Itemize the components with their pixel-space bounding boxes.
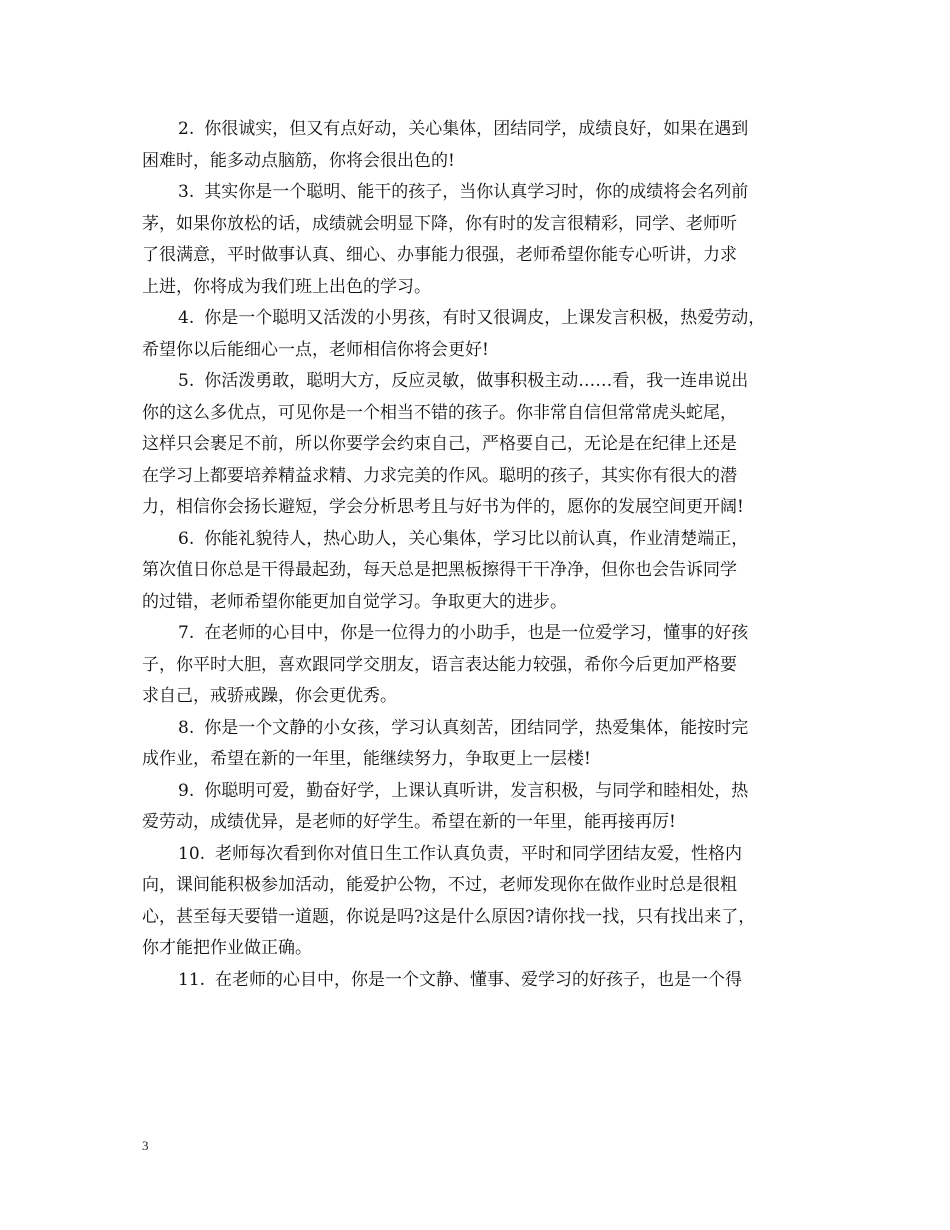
comment-paragraph-4 (142, 303, 822, 366)
paragraph-number: 9. (178, 780, 195, 801)
paragraph-text: 在老师的心目中，你是一位得力的小助手，也是一位爱学习，懂事的好孩 子，你平时大胆，喜欢跟同学交朋友，语言表达能力较强，希你今后更加严格要 求自己，戒骄戒躁，你会更优秀。 (142, 623, 749, 706)
comment-paragraph-7 (142, 618, 822, 713)
comment-paragraph-6 (142, 524, 822, 619)
paragraph-text: 你很诚实，但又有点好动，关心集体，团结同学，成绩良好，如果在遇到 困难时，能多动点脑筋，你将会很出色的! (142, 119, 749, 171)
paragraph-number: 3. (178, 182, 195, 202)
paragraph-number: 4. (178, 308, 195, 328)
paragraph-number: 10. (178, 843, 206, 864)
comment-paragraph-9 (142, 776, 822, 839)
paragraph-text: 在老师的心目中，你是一个文静、懂事、爱学习的好孩子，也是一个得 (215, 969, 743, 990)
page-number: 3 (142, 1138, 149, 1153)
comment-paragraph-2 (142, 114, 822, 177)
paragraph-text: 你是一个聪明又活泼的小男孩，有时又很调皮，上课发言积极，热爱劳动， 希望你以后能细心一点，老师相信你将会更好! (142, 308, 766, 360)
paragraph-text: 你能礼貌待人，热心助人，关心集体，学习比以前认真，作业清楚端正， 第次值日你总是干得最起劲，每天总是把黑板擦得干干净净，但你也会告诉同学 的过错，老师希望你能更加自觉学习。争取更大的进步。 (142, 528, 749, 612)
paragraph-text: 老师每次看到你对值日生工作认真负责，平时和同学团结友爱，性格内 向，课间能积极参加活动，能爱护公物，不过，老师发现你在做作业时总是很粗 心，甚至每天要错一道题，你说是吗?这是什么原因?请你找一找，只有找出来了， 你才能把作业做正确。 (142, 843, 756, 958)
paragraph-number: 8. (178, 717, 195, 738)
comment-paragraph-3 (142, 177, 822, 303)
paragraph-text: 你聪明可爱，勤奋好学，上课认真听讲，发言积极，与同学和睦相处，热 爱劳动，成绩优异，是老师的好学生。希望在新的一年里，能再接再厉! (142, 780, 749, 832)
comment-paragraph-8 (142, 713, 822, 776)
paragraph-text: 你是一个文静的小女孩，学习认真刻苦，团结同学，热爱集体，能按时完 成作业，希望在新的一年里，能继续努力，争取更上一层楼! (142, 717, 749, 769)
document-body (142, 114, 822, 996)
comment-paragraph-10 (142, 839, 822, 965)
paragraph-number: 7. (178, 623, 195, 643)
paragraph-number: 5. (178, 371, 195, 391)
paragraph-number: 6. (178, 528, 195, 549)
paragraph-text: 其实你是一个聪明、能干的孩子，当你认真学习时，你的成绩将会名列前 茅，如果你放松的话，成绩就会明显下降，你有时的发言很精彩，同学、老师听 了很满意，平时做事认真、细心、办事能力很强，老师希望你能专心听讲，力求 上进，你将成为我们班上出色的学习。 (142, 182, 749, 297)
paragraph-number: 2. (178, 119, 195, 139)
comment-paragraph-5 (142, 366, 822, 524)
comment-paragraph-11 (142, 965, 822, 997)
paragraph-text: 你活泼勇敢，聪明大方，反应灵敏，做事积极主动……看，我一连串说出 你的这么多优点，可见你是一个相当不错的孩子。你非常自信但常常虎头蛇尾， 这样只会裹足不前，所以你要学会约束自己，严格要自己，无论是在纪律上还是 在学习上都要培养精益求精、力求完美的作风。聪明的孩子，其实你有很大的潜 力，相信你会扬长避短，学会分析思考且与好书为伴的，愿你的发展空间更开阔! (142, 371, 749, 517)
paragraph-number: 11. (178, 969, 206, 990)
